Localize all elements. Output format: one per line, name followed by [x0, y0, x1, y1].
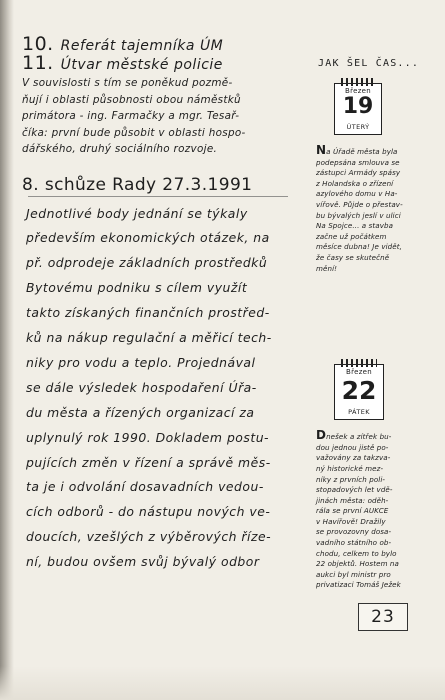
text-line: Bytovému podniku s cílem využít — [26, 280, 248, 296]
agenda-paragraph — [22, 75, 306, 158]
text-line: aukci byl ministr pro — [316, 569, 391, 579]
calendar-icon — [334, 364, 384, 420]
calendar-weekday: ÚTERÝ — [346, 123, 370, 131]
text-line: především ekonomických otázek, na — [26, 230, 270, 246]
calendar-month: Březen — [344, 87, 372, 95]
text-line: uplynulý rok 1990. Dokladem postu- — [26, 429, 270, 445]
agenda-number: 10. — [22, 33, 54, 55]
text-line: takto získaných finančních prostřed- — [26, 305, 270, 321]
text-line: měsíce dubna! Je vidět, — [316, 242, 402, 252]
heading-underline — [28, 196, 288, 197]
agenda-title: Útvar městské policie — [60, 57, 223, 73]
text-line: privatizaci Tomáš Ježek — [316, 580, 401, 590]
text-line: ků na nákup regulační a měřicí tech- — [26, 330, 272, 346]
text-line: rála se první AUKCE — [316, 506, 389, 516]
text-line: važovány za takzva- — [316, 453, 391, 463]
text-line: jinách města: oděh- — [316, 495, 389, 505]
text-line: niky pro vodu a teplo. Projednával — [26, 354, 256, 370]
session-heading: 8. schůze Rady 27.3.1991 — [22, 174, 253, 195]
text-line: vadního státního ob- — [316, 538, 392, 548]
text-line: mění! — [316, 263, 338, 273]
text-line: ní, budou ovšem svůj bývalý odbor — [26, 554, 260, 570]
text-line: dou jednou jistě po- — [316, 442, 389, 452]
book-spine-shadow — [0, 0, 14, 700]
session-body — [22, 202, 306, 576]
page-bottom-shadow — [0, 666, 445, 700]
text-line: níky z prvních poli- — [316, 474, 386, 484]
calendar-rings — [341, 359, 377, 367]
text-line: bu bývalých jeslí v ulici — [316, 210, 401, 220]
text-line: z Holandska o zřízení — [316, 178, 394, 188]
agenda-title: Referát tajemníka ÚM — [60, 38, 224, 54]
calendar-month: Březen — [345, 368, 373, 377]
text-line: Jednotlivé body jednání se týkaly — [26, 205, 248, 221]
text-line: že časy se skutečně — [316, 252, 390, 262]
agenda-number: 11. — [22, 52, 54, 74]
text-line: cích odborů - do nástupu nových ve- — [26, 504, 271, 520]
text-line: chodu, celkem to bylo — [316, 548, 397, 558]
text-line: začne už počátkem — [316, 231, 387, 241]
text-line: zástupci Armády spásy — [316, 168, 401, 178]
text-line: se dále výsledek hospodaření Úřa- — [26, 379, 257, 395]
text-line: pujících změn v řízení a správě měs- — [26, 454, 271, 470]
agenda-item-11 — [22, 52, 306, 74]
note-text: nešek a zítřek bu- — [326, 432, 392, 442]
text-line: stopadových let vdě- — [316, 485, 393, 495]
sidebar-heading: JAK ŠEL ČAS... — [318, 58, 420, 69]
text-line: ný historické mez- — [316, 463, 384, 473]
calendar-day: 22 — [341, 376, 377, 406]
sidebar-note-2 — [316, 430, 438, 591]
text-line — [316, 430, 438, 443]
note-text: a Úřadě města byla — [326, 147, 398, 156]
text-line: ňují i oblasti působnosti obou náměstků — [22, 93, 241, 106]
sidebar-note-1 — [316, 145, 438, 274]
agenda-item-10 — [22, 33, 306, 55]
text-line: př. odprodeje základních prostředků — [26, 255, 268, 271]
sidebar-column — [312, 58, 438, 591]
spacer — [312, 274, 438, 350]
text-line: doucích, vzešlých z výběrových říze- — [26, 529, 272, 545]
text-line: dářského, druhý sociálního rozvoje. — [22, 143, 218, 155]
text-line: v Havířově! Dražily — [316, 516, 386, 526]
text-line: se provozovny dosa- — [316, 527, 392, 537]
calendar-weekday: PÁTEK — [348, 408, 370, 417]
text-line: du města a řízených organizací za — [26, 404, 255, 420]
text-line: Na Spojce... a stavba — [316, 221, 394, 231]
text-line: 22 objektů. Hostem na — [316, 559, 399, 569]
main-column — [22, 33, 306, 575]
text-line: podepsána smlouva se — [316, 157, 400, 167]
text-line: azylového domu v Ha- — [316, 189, 398, 199]
text-line: ta je i odvolání dosavadních vedou- — [26, 479, 264, 495]
page-number: 23 — [371, 607, 395, 627]
drop-cap: N — [316, 143, 327, 157]
page-number-box — [358, 603, 408, 631]
text-line: primátora - ing. Farmačky a mgr. Tesař- — [22, 110, 240, 122]
drop-cap: D — [316, 428, 327, 443]
calendar-rings — [341, 78, 375, 86]
calendar-icon — [334, 83, 382, 135]
text-line: V souvislosti s tím se poněkud pozmě- — [22, 77, 233, 89]
text-line: číka: první bude působit v oblasti hospo- — [22, 126, 246, 139]
calendar-day: 19 — [342, 94, 374, 119]
text-line: vířově. Půjde o přestav- — [316, 199, 403, 209]
text-line — [316, 145, 438, 158]
